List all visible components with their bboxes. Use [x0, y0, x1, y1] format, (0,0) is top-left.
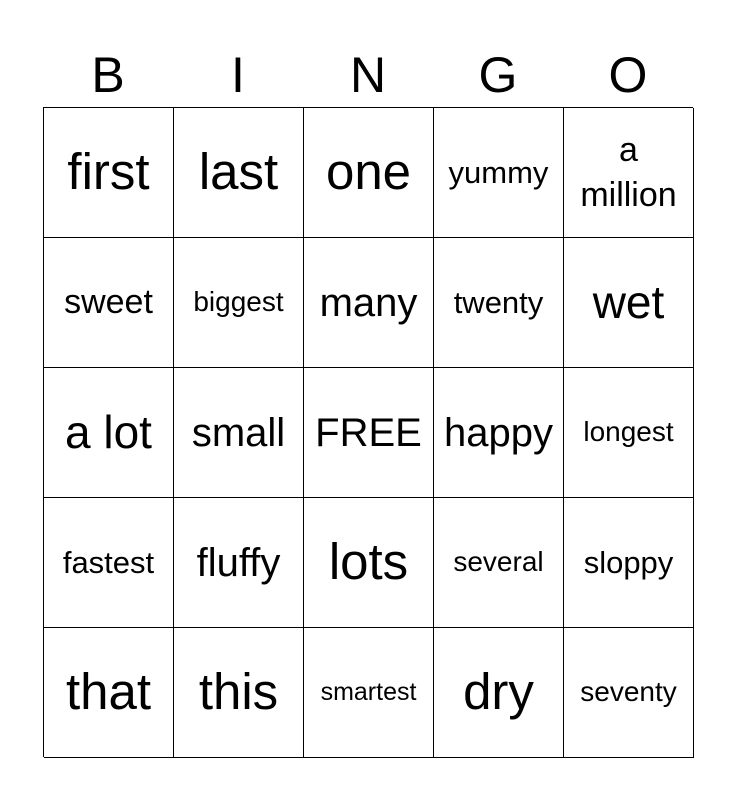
header-letter-n: N	[349, 47, 387, 103]
header-letter-g: G	[478, 47, 518, 103]
cell-word: longest	[583, 416, 674, 448]
cell-word: twenty	[453, 284, 544, 320]
bingo-cell[interactable]	[44, 628, 174, 758]
bingo-cell[interactable]	[564, 238, 694, 368]
bingo-cell[interactable]	[434, 238, 564, 368]
bingo-cell[interactable]	[434, 628, 564, 758]
cell-word: smartest	[320, 678, 417, 707]
bingo-cell[interactable]	[44, 368, 174, 498]
bingo-cell[interactable]	[44, 238, 174, 368]
bingo-cell[interactable]	[174, 368, 304, 498]
cell-word: fastest	[62, 544, 155, 580]
bingo-cell[interactable]	[174, 238, 304, 368]
bingo-cell free-space	[304, 368, 434, 498]
bingo-cell[interactable]	[174, 498, 304, 628]
bingo-board	[43, 107, 693, 757]
cell-word: small	[191, 410, 286, 455]
free-space-label: FREE	[315, 410, 422, 455]
cell-word-line: a	[619, 130, 638, 169]
bingo-cell[interactable]	[564, 368, 694, 498]
bingo-cell[interactable]	[44, 108, 174, 238]
header-letter-i: I	[231, 47, 245, 103]
bingo-cell[interactable]	[44, 498, 174, 628]
cell-word: biggest	[193, 286, 284, 318]
bingo-cell[interactable]	[434, 368, 564, 498]
cell-word: last	[198, 143, 279, 201]
bingo-cell[interactable]	[434, 498, 564, 628]
header-letter-o: O	[608, 47, 648, 103]
cell-word: one	[325, 143, 412, 201]
bingo-cell[interactable]	[304, 628, 434, 758]
bingo-header	[43, 46, 693, 104]
header-letter-b: B	[91, 47, 125, 103]
cell-word: several	[453, 546, 544, 578]
bingo-cell[interactable]	[564, 498, 694, 628]
cell-word: wet	[592, 276, 665, 329]
bingo-cell[interactable]	[434, 108, 564, 238]
bingo-cell[interactable]	[564, 108, 694, 238]
bingo-cell[interactable]	[174, 628, 304, 758]
cell-word: lots	[328, 533, 409, 591]
cell-word: sweet	[64, 282, 153, 321]
bingo-cell[interactable]	[304, 498, 434, 628]
cell-word: fluffy	[196, 540, 281, 585]
cell-word: that	[65, 663, 152, 721]
bingo-cell[interactable]	[174, 108, 304, 238]
cell-word	[580, 128, 676, 218]
cell-word: yummy	[448, 154, 549, 190]
cell-word: happy	[444, 410, 553, 455]
bingo-cell[interactable]	[304, 108, 434, 238]
cell-word: many	[319, 280, 418, 325]
cell-word: sloppy	[583, 544, 674, 580]
bingo-cell[interactable]	[564, 628, 694, 758]
cell-word: this	[198, 663, 279, 721]
cell-word: dry	[463, 663, 534, 721]
cell-word: a lot	[65, 406, 152, 459]
bingo-cell[interactable]	[304, 238, 434, 368]
cell-word-line: million	[580, 175, 677, 214]
cell-word: first	[67, 143, 150, 201]
cell-word: seventy	[580, 676, 677, 708]
